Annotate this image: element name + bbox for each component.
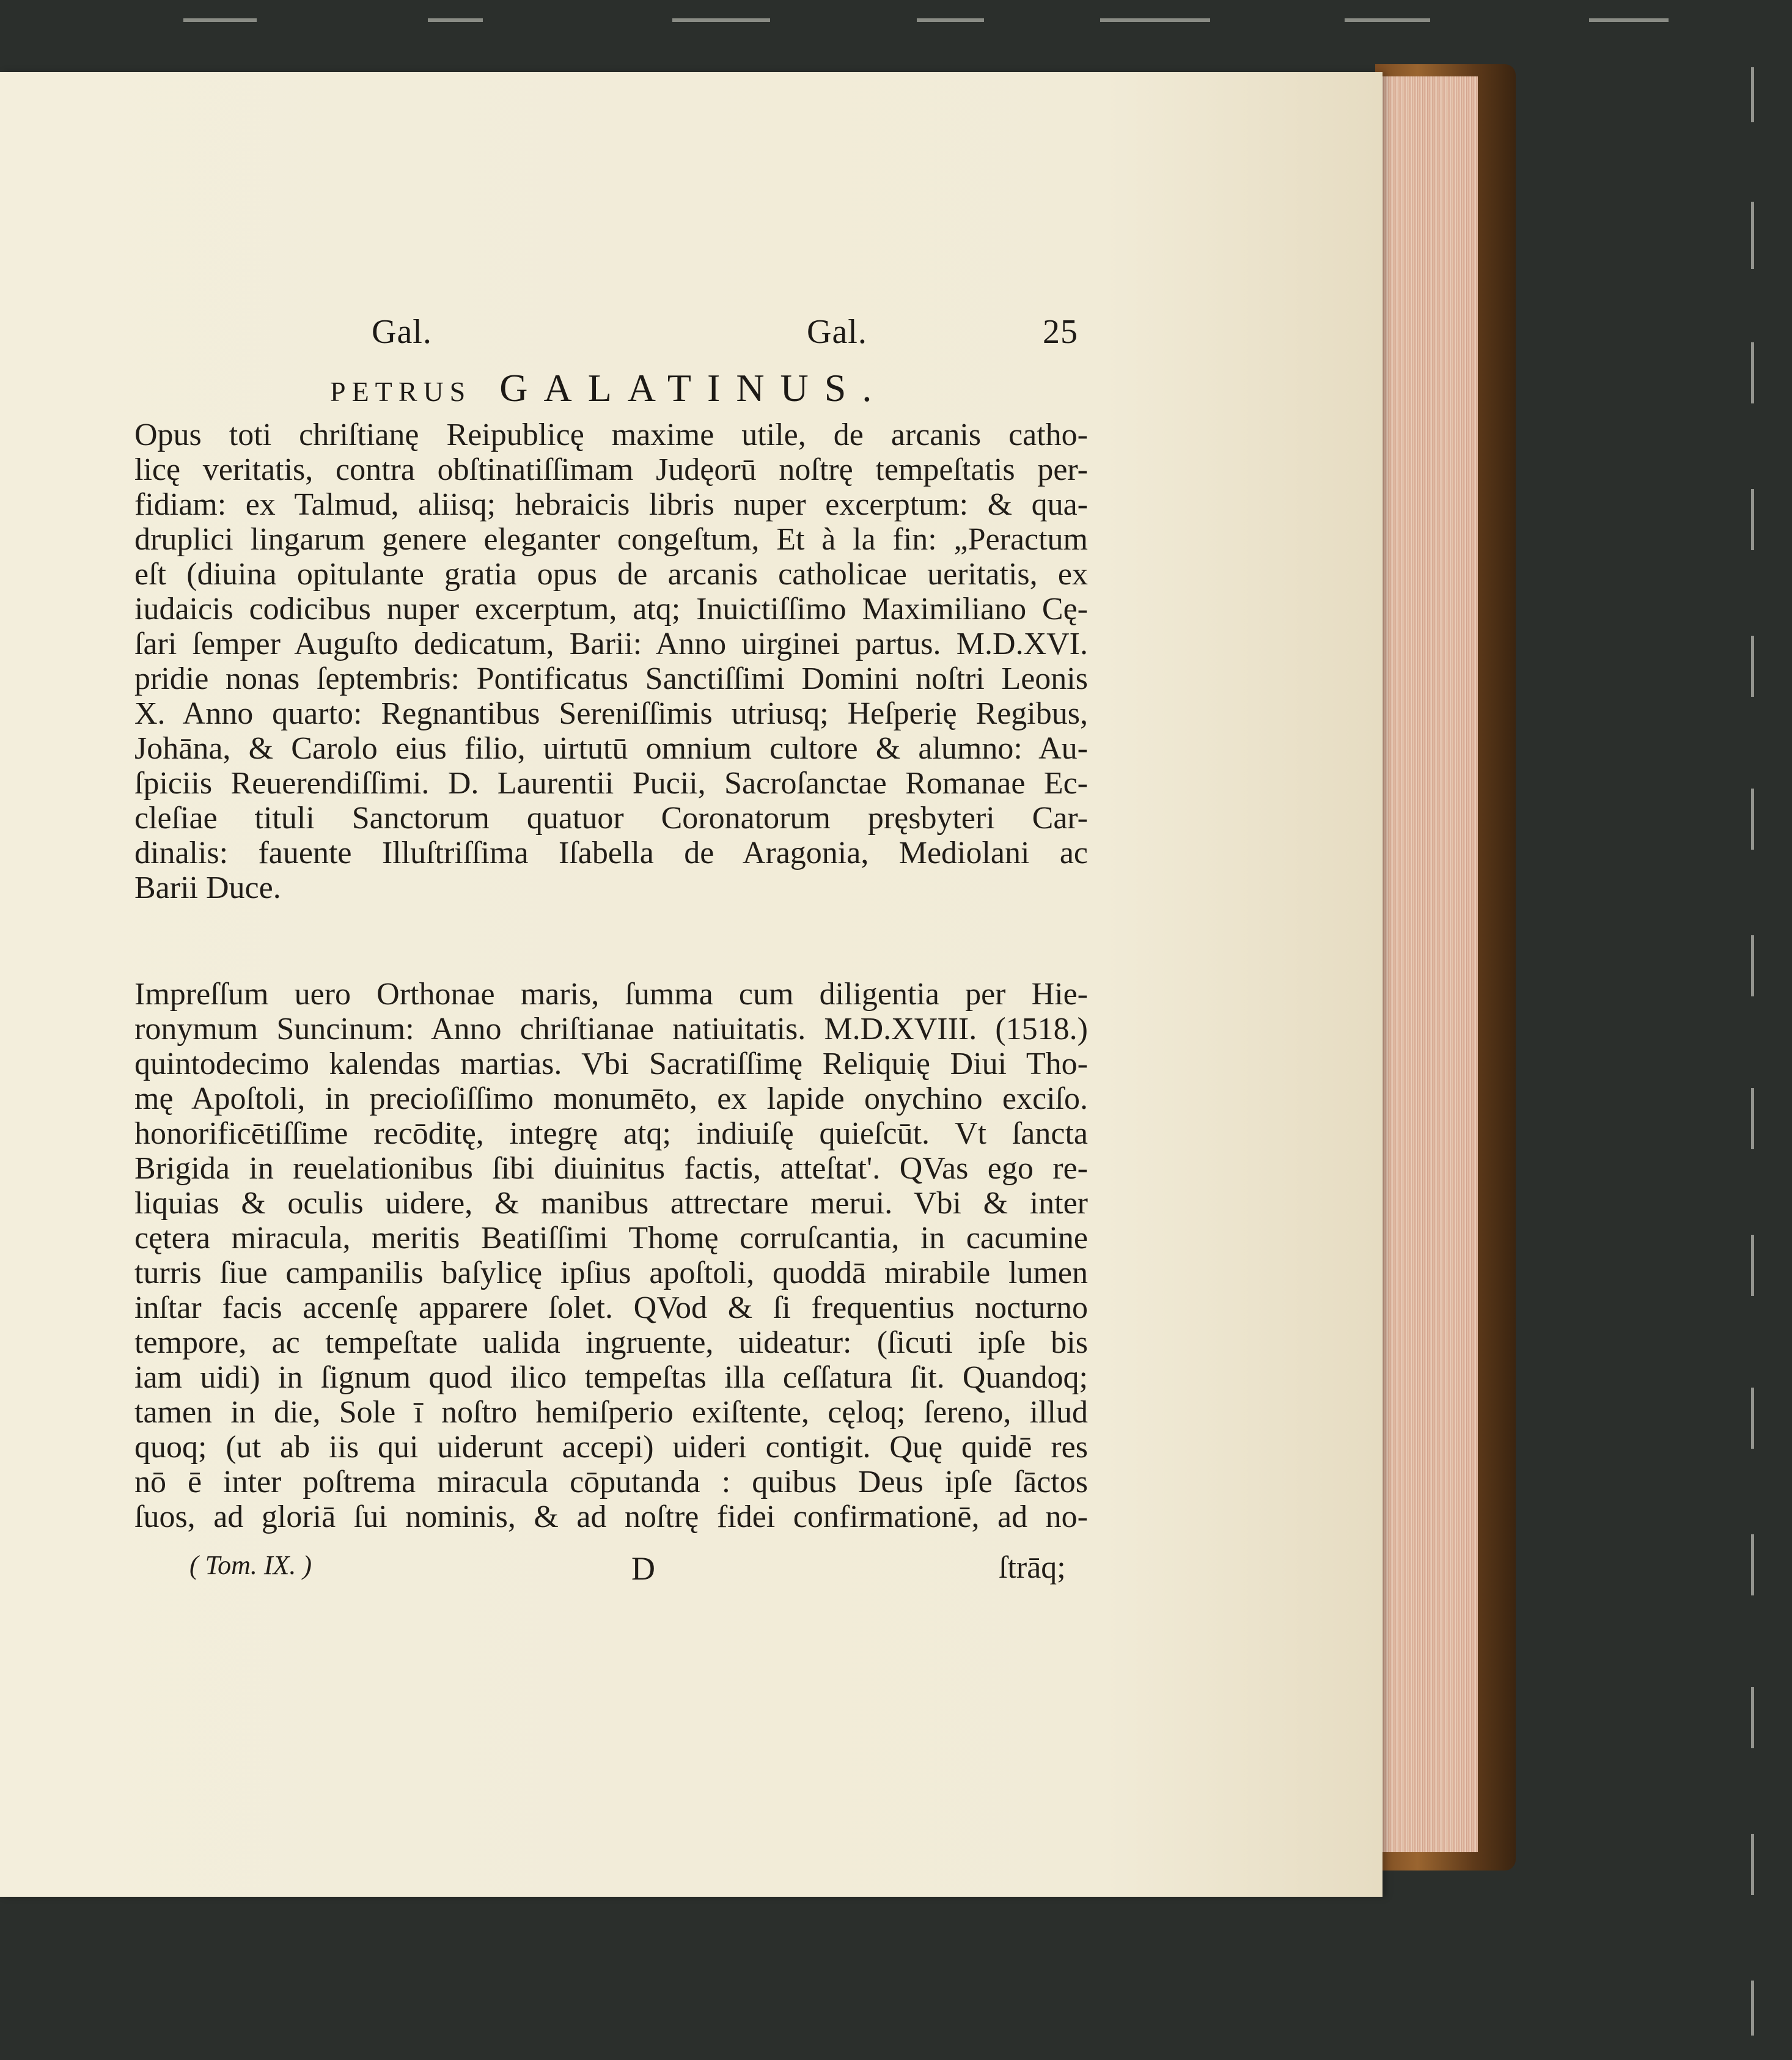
scan-edge-mark (1751, 1981, 1754, 2036)
text-line: tamen in die, Sole ī noſtro hemiſperio exiſtente, cęloq; ſereno, illud (134, 1395, 1088, 1430)
scan-edge-mark (1751, 636, 1754, 697)
text-line: Barii Duce. (134, 870, 281, 905)
scan-edge-mark (672, 18, 770, 22)
text-line: Brigida in reuelationibus ſibi diuinitus factis, atteſtat'. QVas ego re- (134, 1151, 1088, 1186)
text-line: Johāna, & Carolo eius filio, uirtutū omnium cultore & alumno: Au- (134, 731, 1088, 766)
text-line: liquias & oculis uidere, & manibus attrectare merui. Vbi & inter (134, 1186, 1088, 1221)
scan-edge-mark (428, 18, 483, 22)
text-line: honorificētiſſime recōditę, integrę atq; indiuiſę quieſcūt. Vt ſancta (134, 1116, 1088, 1151)
text-line: fidiam: ex Talmud, aliisq; hebraicis libris nuper excerptum: & qua- (134, 487, 1088, 522)
text-line: mę Apoſtoli, in precioſiſſimo monumēto, ex lapide onychino exciſo. (134, 1081, 1088, 1116)
text-line: ronymum Suncinum: Anno chriſtianae natiuitatis. M.D.XVIII. (1518.) (134, 1012, 1088, 1047)
volume-footer: ( Tom. IX. ) (189, 1550, 312, 1580)
text-line: dinalis: fauente Illuſtriſſima Iſabella de Aragonia, Mediolani ac (134, 836, 1088, 870)
scan-edge-mark (1751, 789, 1754, 850)
text-line: tempore, ac tempeſtate ualida ingruente, uideatur: (ſicuti ipſe bis (134, 1325, 1088, 1360)
scan-edge-mark (1100, 18, 1210, 22)
scan-edge-mark (1751, 342, 1754, 403)
running-head-left: Gal. (372, 313, 432, 351)
text-line: druplici lingarum genere eleganter congeſtum, Et à la fin: „Peractum (134, 522, 1088, 557)
text-line: cleſiae tituli Sanctorum quatuor Coronatorum pręsbyteri Car- (134, 801, 1088, 836)
scan-edge-mark (1751, 202, 1754, 269)
paragraph-imprint (134, 977, 1088, 1534)
author-first-name: PETRUS (330, 376, 472, 407)
scan-edge-mark (1751, 67, 1754, 122)
scan-edge-mark (1751, 1088, 1754, 1149)
page-fore-edge (1369, 76, 1478, 1852)
text-line: ſari ſemper Auguſto dedicatum, Barii: Anno uirginei partus. M.D.XVI. (134, 627, 1088, 661)
text-line: Impreſſum uero Orthonae maris, ſumma cum diligentia per Hie- (134, 977, 1088, 1012)
book-page (0, 72, 1383, 1897)
text-line: ſpiciis Reuerendiſſimi. D. Laurentii Pucii, Sacroſanctae Romanae Ec- (134, 766, 1088, 801)
scan-edge-mark (1589, 18, 1669, 22)
scan-edge-mark (1751, 1388, 1754, 1449)
running-head-center: Gal. (807, 313, 867, 351)
text-line: ſuos, ad gloriā ſui nominis, & ad noſtrę fidei confirmationē, ad no- (134, 1499, 1088, 1534)
author-surname: GALATINUS. (499, 366, 888, 410)
scan-edge-mark (1751, 1687, 1754, 1748)
text-line: X. Anno quarto: Regnantibus Sereniſſimis utriusq; Heſperię Regibus, (134, 696, 1088, 731)
signature-mark: D (631, 1550, 655, 1587)
scan-edge-mark (1751, 1235, 1754, 1296)
text-line: eſt (diuina opitulante gratia opus de arcanis catholicae ueritatis, ex (134, 557, 1088, 592)
text-line: pridie nonas ſeptembris: Pontificatus Sanctiſſimi Domini noſtri Leonis (134, 661, 1088, 696)
scan-edge-mark (1751, 935, 1754, 996)
page-number: 25 (1043, 313, 1078, 351)
scan-edge-mark (183, 18, 257, 22)
text-line: Opus toti chriſtianę Reipublicę maxime utile, de arcanis catho- (134, 418, 1088, 452)
text-line: quintodecimo kalendas martias. Vbi Sacratiſſimę Reliquię Diui Tho- (134, 1047, 1088, 1081)
scan-edge-mark (1345, 18, 1430, 22)
text-line: quoq; (ut ab iis qui uiderunt accepi) uideri contigit. Quę quidē res (134, 1430, 1088, 1465)
text-line: iudaicis codicibus nuper excerptum, atq; Inuictiſſimo Maximiliano Cę- (134, 592, 1088, 627)
catchword: ſtrāq; (999, 1550, 1066, 1585)
text-line: turris ſiue campanilis baſylicę ipſius apoſtoli, quoddā mirabile lumen (134, 1256, 1088, 1290)
entry-title (330, 366, 1137, 411)
text-line: nō ē inter poſtrema miracula cōputanda : quibus Deus ipſe ſāctos (134, 1465, 1088, 1499)
scan-edge-mark (1751, 489, 1754, 550)
paragraph-description (134, 418, 1088, 905)
text-line: licę veritatis, contra obſtinatiſſimam Judęorū noſtrę tempeſtatis per- (134, 452, 1088, 487)
text-line: iam uidi) in ſignum quod ilico tempeſtas illa ceſſatura ſit. Quandoq; (134, 1360, 1088, 1395)
text-line: cętera miracula, meritis Beatiſſimi Thomę corruſcantia, in cacumine (134, 1221, 1088, 1256)
scan-edge-mark (1751, 1534, 1754, 1595)
scan-edge-mark (1751, 1834, 1754, 1895)
text-line: inſtar facis accenſę apparere ſolet. QVod & ſi frequentius nocturno (134, 1290, 1088, 1325)
scan-edge-mark (917, 18, 984, 22)
